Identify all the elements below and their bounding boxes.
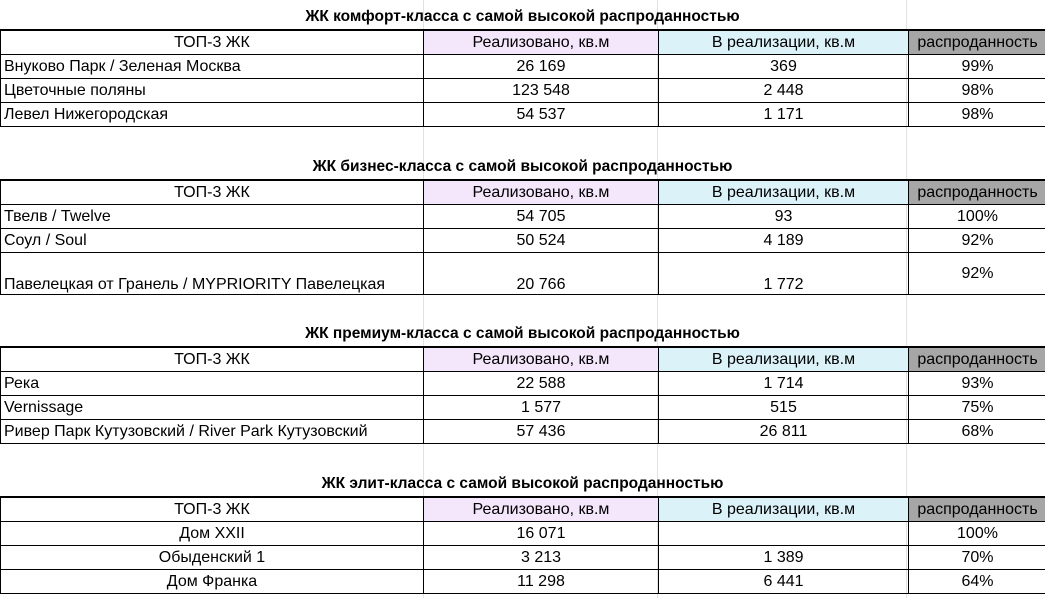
cell-sold[interactable]: 50 524 bbox=[424, 229, 659, 253]
cell-on-sale[interactable]: 1 389 bbox=[659, 546, 909, 570]
cell-sold[interactable]: 54 705 bbox=[424, 205, 659, 229]
table-row bbox=[1, 420, 1045, 444]
cell-sellout[interactable]: 92% bbox=[909, 229, 1045, 253]
sellout-table bbox=[0, 30, 1045, 127]
table-row bbox=[1, 103, 1045, 127]
cell-name[interactable]: Дом Франка bbox=[1, 570, 424, 594]
section-business bbox=[0, 154, 1045, 295]
col-header-sellout[interactable]: распроданность bbox=[909, 181, 1045, 205]
section-elite bbox=[0, 471, 1045, 594]
col-header-on-sale[interactable]: В реализации, кв.м bbox=[659, 181, 909, 205]
col-header-on-sale[interactable]: В реализации, кв.м bbox=[659, 31, 909, 55]
cell-name[interactable]: Твелв / Twelve bbox=[1, 205, 424, 229]
table-row bbox=[1, 205, 1045, 229]
cell-on-sale[interactable]: 93 bbox=[659, 205, 909, 229]
col-header-sellout[interactable]: распроданность bbox=[909, 348, 1045, 372]
col-header-sold[interactable]: Реализовано, кв.м bbox=[424, 498, 659, 522]
cell-name[interactable]: Обыденский 1 bbox=[1, 546, 424, 570]
cell-sellout[interactable]: 99% bbox=[909, 55, 1045, 79]
cell-sellout[interactable]: 75% bbox=[909, 396, 1045, 420]
cell-sellout[interactable]: 93% bbox=[909, 372, 1045, 396]
table-row bbox=[1, 372, 1045, 396]
table-row bbox=[1, 253, 1045, 295]
table-row bbox=[1, 79, 1045, 103]
section-title: ЖК элит-класса с самой высокой распроданностью bbox=[0, 471, 1045, 497]
sellout-table bbox=[0, 180, 1045, 295]
cell-sold[interactable]: 16 071 bbox=[424, 522, 659, 546]
cell-on-sale[interactable]: 369 bbox=[659, 55, 909, 79]
cell-name[interactable]: Павелецкая от Гранель / MYPRIORITY Павелецкая bbox=[1, 253, 424, 295]
table-header-row bbox=[1, 498, 1045, 522]
cell-sold[interactable]: 11 298 bbox=[424, 570, 659, 594]
section-title: ЖК премиум-класса с самой высокой распроданностью bbox=[0, 321, 1045, 347]
cell-name[interactable]: Vernissage bbox=[1, 396, 424, 420]
cell-sold[interactable]: 1 577 bbox=[424, 396, 659, 420]
cell-sellout[interactable]: 98% bbox=[909, 103, 1045, 127]
cell-name[interactable]: Внуково Парк / Зеленая Москва bbox=[1, 55, 424, 79]
cell-name[interactable]: Левел Нижегородская bbox=[1, 103, 424, 127]
col-header-on-sale[interactable]: В реализации, кв.м bbox=[659, 498, 909, 522]
col-header-sold[interactable]: Реализовано, кв.м bbox=[424, 31, 659, 55]
col-header-name[interactable]: ТОП-3 ЖК bbox=[1, 498, 424, 522]
col-header-name[interactable]: ТОП-3 ЖК bbox=[1, 181, 424, 205]
table-row bbox=[1, 522, 1045, 546]
cell-sold[interactable]: 22 588 bbox=[424, 372, 659, 396]
cell-sellout[interactable]: 68% bbox=[909, 420, 1045, 444]
cell-sold[interactable]: 54 537 bbox=[424, 103, 659, 127]
cell-on-sale[interactable]: 1 714 bbox=[659, 372, 909, 396]
cell-name[interactable]: Река bbox=[1, 372, 424, 396]
col-header-name[interactable]: ТОП-3 ЖК bbox=[1, 348, 424, 372]
cell-sellout[interactable]: 64% bbox=[909, 570, 1045, 594]
table-row bbox=[1, 570, 1045, 594]
cell-on-sale[interactable]: 515 bbox=[659, 396, 909, 420]
cell-sellout[interactable]: 92% bbox=[909, 253, 1045, 295]
section-premium bbox=[0, 321, 1045, 444]
cell-sellout[interactable]: 100% bbox=[909, 205, 1045, 229]
cell-on-sale[interactable]: 26 811 bbox=[659, 420, 909, 444]
cell-name[interactable]: Цветочные поляны bbox=[1, 79, 424, 103]
cell-on-sale[interactable]: 1 171 bbox=[659, 103, 909, 127]
cell-name[interactable]: Дом XXII bbox=[1, 522, 424, 546]
col-header-sold[interactable]: Реализовано, кв.м bbox=[424, 181, 659, 205]
cell-sellout[interactable]: 70% bbox=[909, 546, 1045, 570]
cell-sold[interactable]: 3 213 bbox=[424, 546, 659, 570]
cell-sold[interactable]: 57 436 bbox=[424, 420, 659, 444]
cell-sold[interactable]: 20 766 bbox=[424, 253, 659, 295]
col-header-sellout[interactable]: распроданность bbox=[909, 498, 1045, 522]
cell-on-sale[interactable]: 2 448 bbox=[659, 79, 909, 103]
cell-sold[interactable]: 26 169 bbox=[424, 55, 659, 79]
table-row bbox=[1, 546, 1045, 570]
table-header-row bbox=[1, 348, 1045, 372]
cell-name[interactable]: Соул / Soul bbox=[1, 229, 424, 253]
table-header-row bbox=[1, 31, 1045, 55]
cell-on-sale[interactable]: 4 189 bbox=[659, 229, 909, 253]
cell-name[interactable]: Ривер Парк Кутузовский / River Park Кутузовский bbox=[1, 420, 424, 444]
table-row bbox=[1, 229, 1045, 253]
cell-sellout[interactable]: 100% bbox=[909, 522, 1045, 546]
col-header-on-sale[interactable]: В реализации, кв.м bbox=[659, 348, 909, 372]
table-header-row bbox=[1, 181, 1045, 205]
cell-on-sale[interactable]: 6 441 bbox=[659, 570, 909, 594]
col-header-sold[interactable]: Реализовано, кв.м bbox=[424, 348, 659, 372]
cell-on-sale[interactable]: 1 772 bbox=[659, 253, 909, 295]
cell-sold[interactable]: 123 548 bbox=[424, 79, 659, 103]
cell-on-sale[interactable] bbox=[659, 522, 909, 546]
section-comfort bbox=[0, 4, 1045, 127]
col-header-name[interactable]: ТОП-3 ЖК bbox=[1, 31, 424, 55]
section-title: ЖК комфорт-класса с самой высокой распроданностью bbox=[0, 4, 1045, 30]
table-row bbox=[1, 55, 1045, 79]
sellout-table bbox=[0, 347, 1045, 444]
section-title: ЖК бизнес-класса с самой высокой распроданностью bbox=[0, 154, 1045, 180]
sellout-table bbox=[0, 497, 1045, 594]
cell-sellout[interactable]: 98% bbox=[909, 79, 1045, 103]
col-header-sellout[interactable]: распроданность bbox=[909, 31, 1045, 55]
table-row bbox=[1, 396, 1045, 420]
